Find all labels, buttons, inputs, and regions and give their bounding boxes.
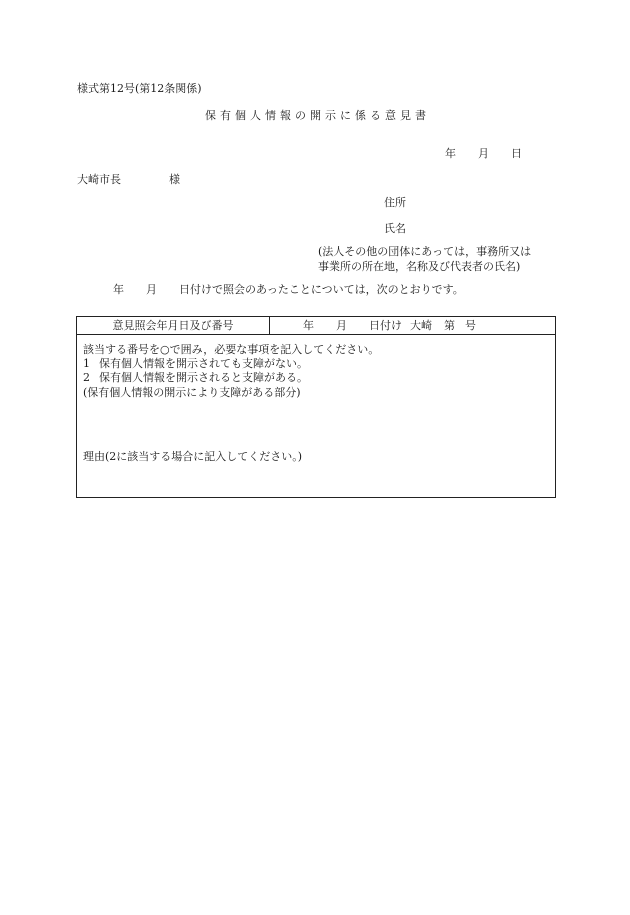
intro-sentence (113, 283, 464, 297)
head-month: 月 (336, 319, 347, 332)
head-dai: 第 (444, 319, 455, 332)
option-2-number: 2 (83, 371, 90, 384)
inquiry-date-number-label: 意見照会年月日及び番号 (77, 317, 270, 334)
option-2-text: 保有個人情報を開示されると支障がある。 (99, 371, 308, 384)
corporate-note-line1: (法人その他の団体にあっては，事務所又は (318, 245, 532, 258)
date-year: 年 (445, 147, 456, 160)
instruction-text: 該当する番号を○で囲み，必要な事項を記入してください。 (83, 343, 380, 356)
head-go: 号 (465, 319, 476, 332)
form-number: 様式第12号(第12条関係) (77, 82, 202, 95)
recipient (77, 173, 180, 187)
intro-year: 年 (113, 283, 124, 296)
document-title: 保有個人情報の開示に係る意見書 (205, 109, 430, 122)
address-label: 住所 (384, 196, 406, 209)
affected-part-note: (保有個人情報の開示により支障がある部分) (83, 386, 301, 399)
opinion-table (76, 316, 556, 498)
table-header-row (77, 317, 555, 335)
date-line (445, 147, 522, 161)
option-2[interactable] (83, 371, 308, 385)
inquiry-date-number-value[interactable] (303, 317, 476, 334)
corporate-note-line2: 事業所の所在地，名称及び代表者の氏名) (318, 260, 521, 273)
reason-label: 理由(2に該当する場合に記入してください。) (83, 450, 303, 463)
option-1[interactable] (83, 357, 308, 371)
name-label: 氏名 (384, 222, 406, 235)
date-month: 月 (478, 147, 489, 160)
recipient-name: 大崎市長 (77, 173, 121, 186)
head-year: 年 (303, 319, 314, 332)
recipient-honorific: 様 (169, 173, 180, 186)
head-city: 大崎 (410, 319, 432, 332)
date-day: 日 (511, 147, 522, 160)
head-day: 日付け (369, 319, 402, 332)
option-1-number: 1 (83, 357, 90, 370)
intro-text: 日付けで照会のあったことについては，次のとおりです。 (179, 283, 464, 296)
intro-month: 月 (146, 283, 157, 296)
option-1-text: 保有個人情報を開示されても支障がない。 (99, 357, 308, 370)
